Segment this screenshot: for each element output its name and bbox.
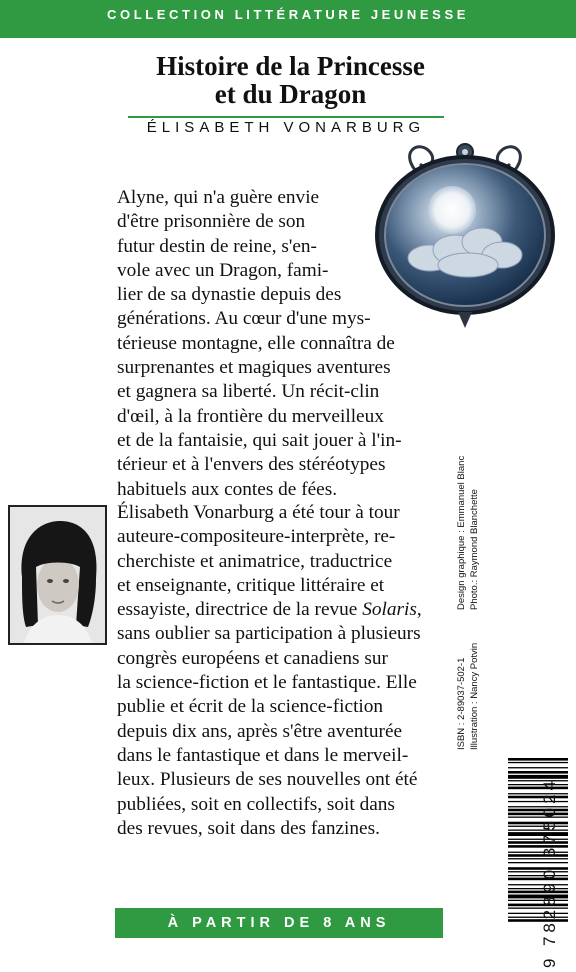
blurb-line: Alyne, qui n'a guère envie [117, 187, 320, 208]
book-title [118, 52, 463, 108]
illustration-credit: Illustration : Nancy Potvin [469, 642, 480, 750]
blurb-line: d'œil, à la frontière du merveilleux [117, 405, 384, 427]
blurb-line: futur destin de reine, s'en- [117, 235, 317, 257]
bio-line: des revues, soit dans des fanzines. [117, 817, 380, 839]
blurb-line: surprenantes et magiques aventures [117, 357, 391, 379]
age-recommendation: À PARTIR DE 8 ANS [167, 915, 391, 931]
blurb-line: térieuse montagne, elle connaîtra de [117, 332, 395, 354]
bio-line: auteure-compositeure-interprète, re- [117, 526, 396, 548]
bio-line: Élisabeth Vonarburg a été tour à tour [117, 502, 400, 523]
bio-line: cherchiste et animatrice, traductrice [117, 550, 393, 572]
blurb-line: térieur et à l'envers des stéréotypes [117, 454, 386, 476]
bio-line: congrès européens et canadiens sur [117, 647, 388, 669]
blurb-line: d'être prisonnière de son [117, 211, 306, 233]
bio-line: publiées, soit en collectifs, soit dans [117, 793, 395, 815]
publication-credits [455, 420, 495, 750]
blurb-line: lier de sa dynastie depuis des [117, 284, 342, 306]
bio-line: et enseignante, critique littéraire et [117, 574, 385, 596]
bio-line: leux. Plusieurs de ses nouvelles ont été [117, 769, 418, 791]
blurb-line: vole avec un Dragon, fami- [117, 259, 329, 281]
isbn-text: ISBN : 2-89037-502-1 [456, 657, 467, 750]
blurb-line: et de la fantaisie, qui sait jouer à l'in- [117, 429, 402, 451]
author-biography [117, 501, 449, 841]
author-portrait-image [10, 507, 105, 643]
series-label: COLLECTION LITTÉRATURE JEUNESSE [107, 7, 469, 22]
barcode-digits: 9 782890 375024 [540, 777, 559, 968]
bio-line: sans oublier sa participation à plusieurs [117, 623, 421, 645]
bio-line: publie et écrit de la science-fiction [117, 696, 384, 718]
book-blurb [117, 186, 449, 502]
title-line-2: et du Dragon [214, 79, 367, 109]
bio-text: essayiste, directrice de la revue [117, 599, 363, 621]
bio-text: , [416, 599, 422, 621]
bio-line: dans le fantastique et dans le merveil- [117, 744, 409, 766]
blurb-line: habituels aux contes de fées. [117, 478, 338, 500]
blurb-line: et gagnera sa liberté. Un récit-clin [117, 381, 380, 403]
author-name: ÉLISABETH VONARBURG [146, 119, 426, 136]
magazine-title: Solaris [362, 599, 417, 621]
bio-line: la science-fiction et le fantastique. Elle [117, 672, 417, 694]
bio-line [117, 598, 449, 622]
title-divider [128, 116, 444, 118]
blurb-line: générations. Au cœur d'une mys- [117, 308, 371, 330]
design-credit: Design graphique : Emmanuel Blanc [456, 455, 467, 610]
author-photo [8, 505, 107, 645]
bio-line: depuis dix ans, après s'être aventurée [117, 720, 403, 742]
photo-credit: Photo.: Raymond Blanchette [469, 489, 480, 610]
title-line-1: Histoire de la Princesse [156, 51, 425, 81]
